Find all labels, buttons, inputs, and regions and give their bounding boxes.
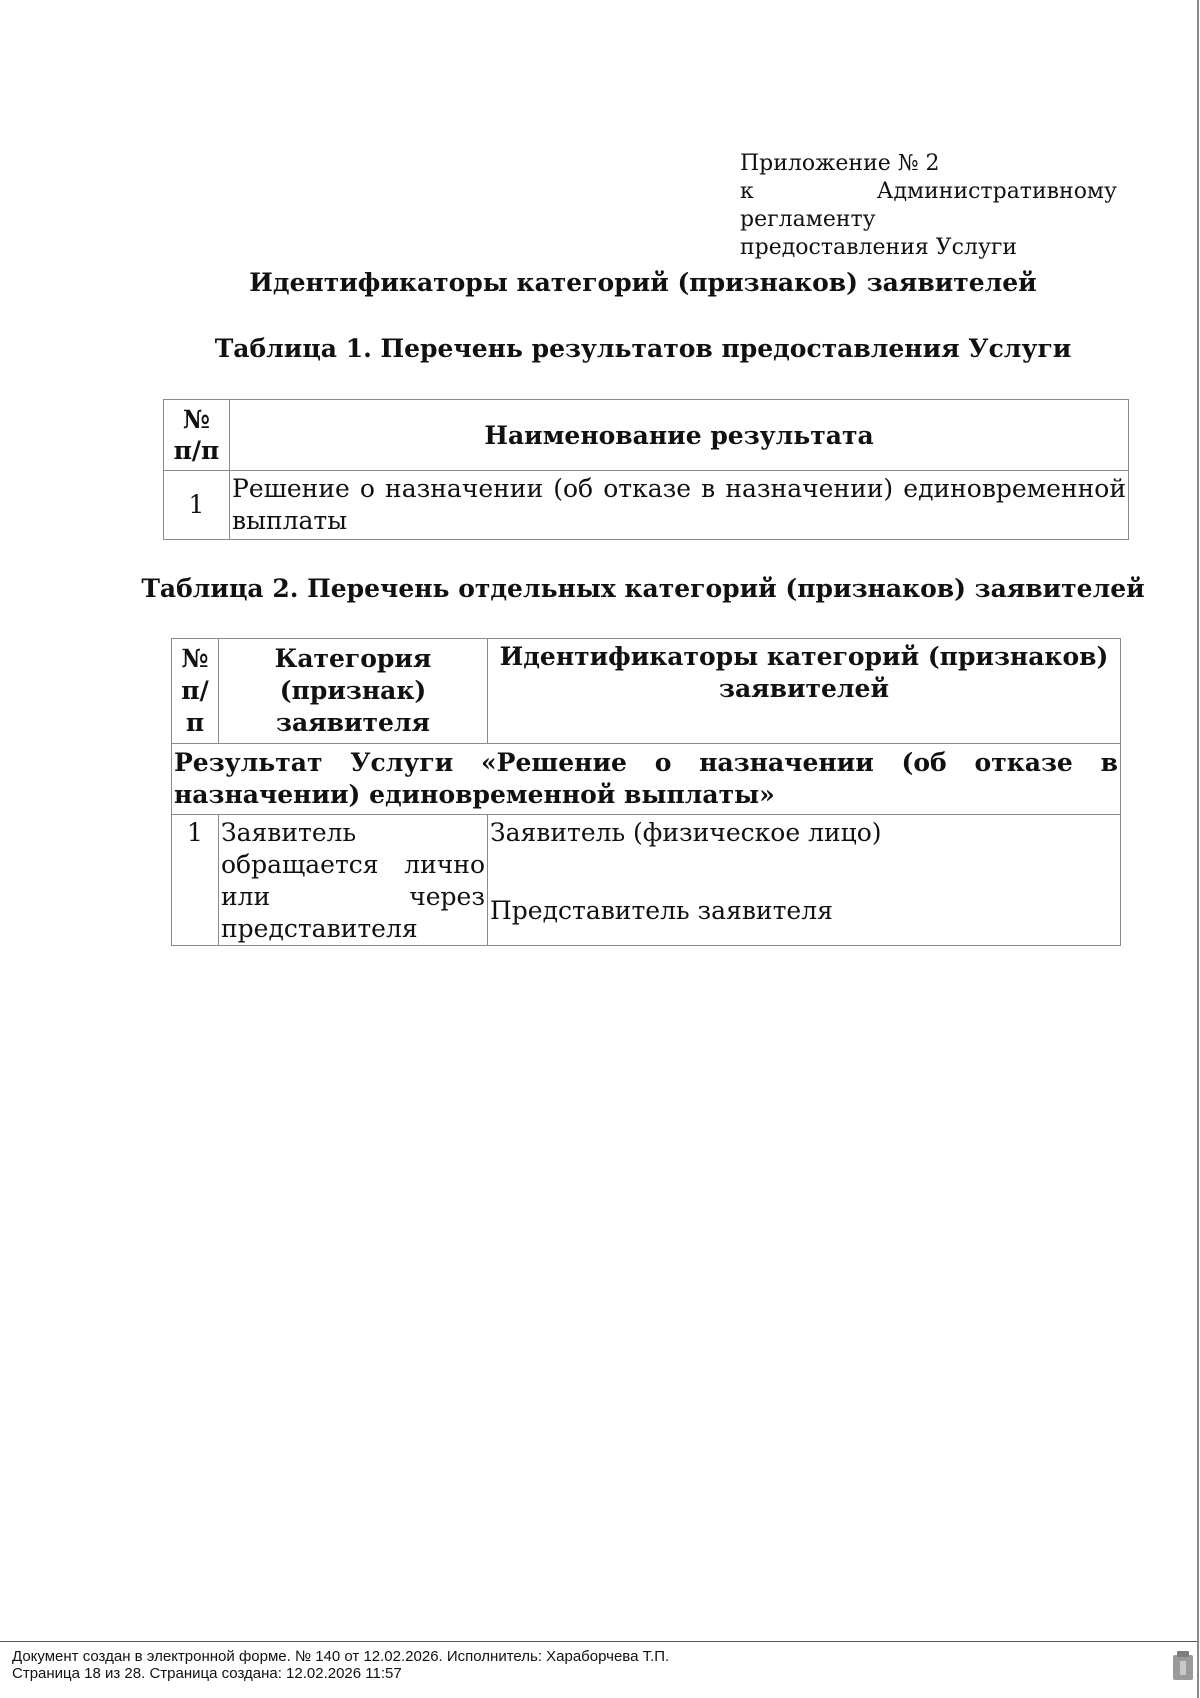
table-header-row xyxy=(172,639,1121,744)
table-header-row xyxy=(164,400,1129,471)
table2-row-identifier-2: Представитель заявителя xyxy=(488,877,1121,945)
footer xyxy=(12,1648,669,1682)
table-row xyxy=(172,815,1121,878)
table1-header-num: № п/п xyxy=(164,400,230,471)
table2-row-category: Заявитель обращается лично или через представителя xyxy=(219,815,488,946)
appendix-line-1: Приложение № 2 xyxy=(740,151,940,176)
table2-row-identifier-1: Заявитель (физическое лицо) xyxy=(488,815,1121,878)
table1-row-num: 1 xyxy=(164,471,230,540)
table2-title: Таблица 2. Перечень отдельных категорий (признаков) заявителей xyxy=(141,574,1145,603)
appendix-block xyxy=(740,150,1117,262)
results-table xyxy=(163,399,1129,540)
footer-line-2: Страница 18 из 28. Страница создана: 12.02.2026 11:57 xyxy=(12,1665,402,1682)
table2-header-identifiers: Идентификаторы категорий (признаков) заявителей xyxy=(488,639,1121,744)
footer-line-1: Документ создан в электронной форме. № 140 от 12.02.2026. Исполнитель: Хараборчева Т.П. xyxy=(12,1648,670,1665)
table-row xyxy=(164,471,1129,540)
table2-header-num: № п/п xyxy=(172,639,219,744)
table2-header-category: Категория (признак) заявителя xyxy=(219,639,488,744)
footer-divider xyxy=(0,1641,1197,1642)
appendix-line-3: предоставления Услуги xyxy=(740,235,1018,260)
table1-row-text: Решение о назначении (об отказе в назначении) единовременной выплаты xyxy=(230,471,1129,540)
table1-title: Таблица 1. Перечень результатов предоставления Услуги xyxy=(214,334,1072,363)
categories-table xyxy=(171,638,1121,946)
table1-header-name: Наименование результата xyxy=(230,400,1129,471)
table2-result-row xyxy=(172,744,1121,815)
seal-icon xyxy=(1172,1651,1194,1681)
page-edge xyxy=(1197,0,1199,1698)
table2-result-text: Результат Услуги «Решение о назначении (об отказе в назначении) единовременной выплаты» xyxy=(172,744,1121,815)
page-title: Идентификаторы категорий (признаков) заявителей xyxy=(249,268,1037,297)
table2-row-num: 1 xyxy=(172,815,219,946)
appendix-line-2: к Административному регламенту xyxy=(740,179,1117,232)
